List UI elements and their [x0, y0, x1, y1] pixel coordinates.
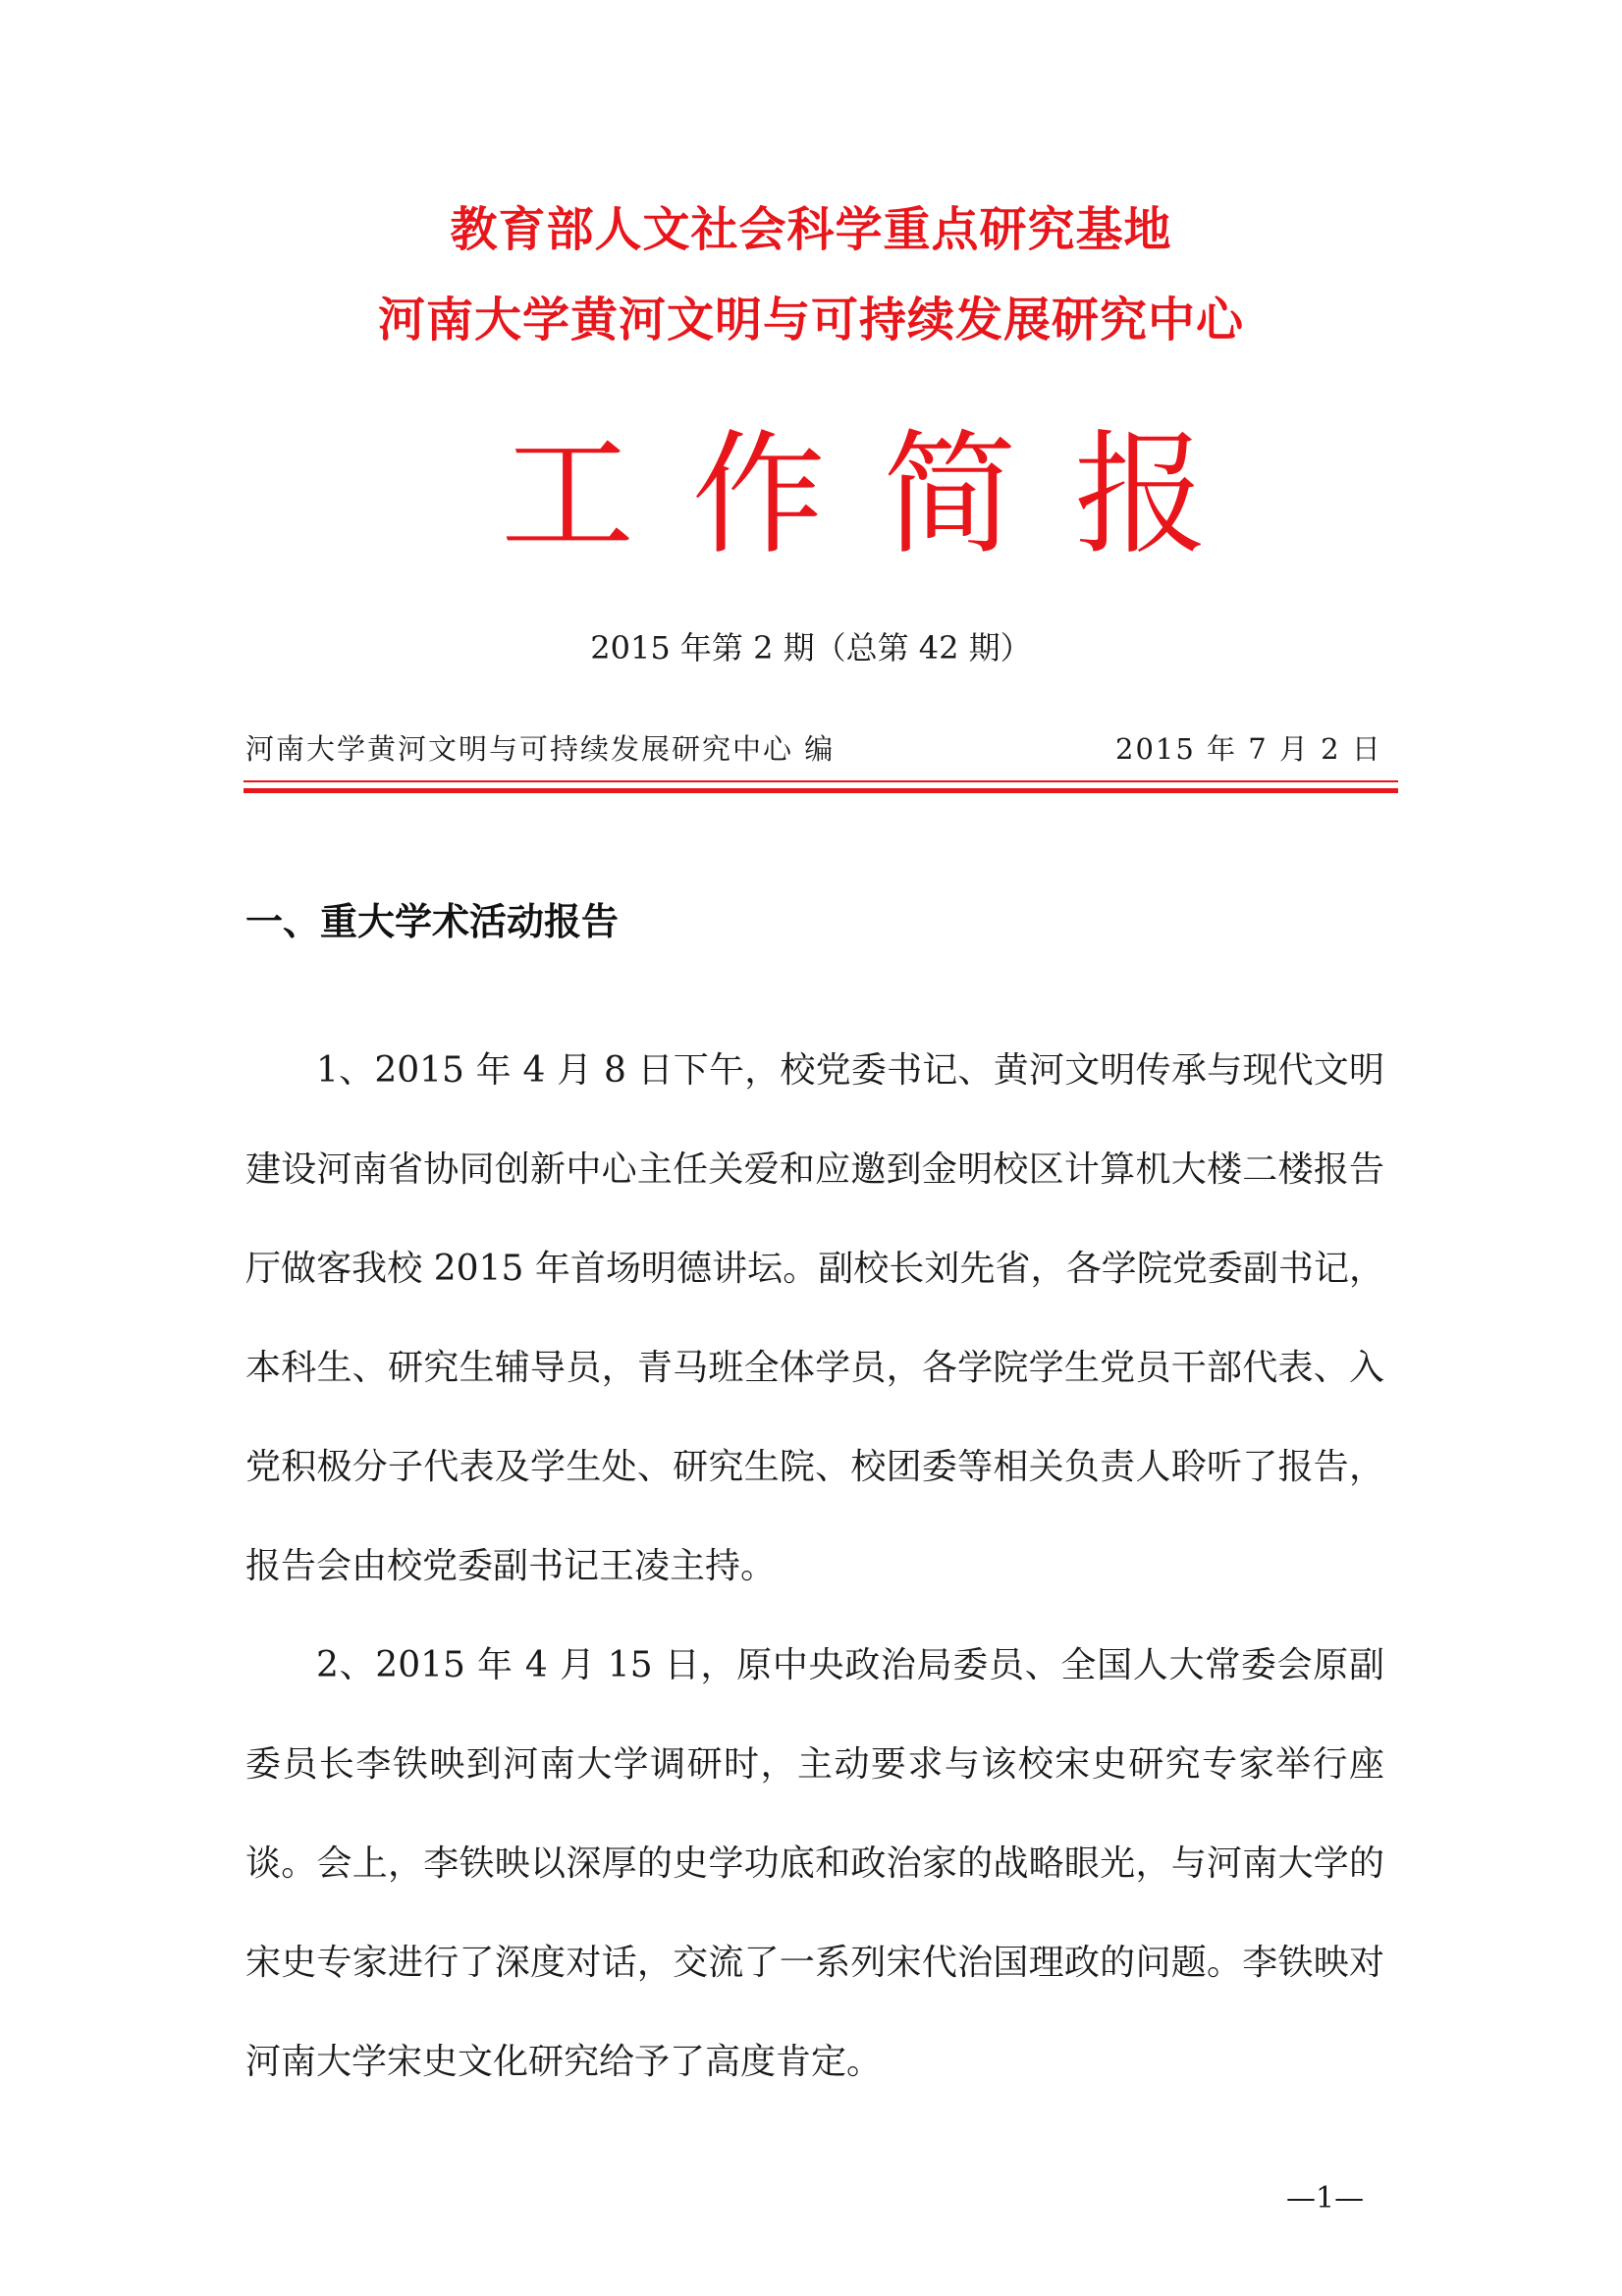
header-divider-thick — [243, 788, 1398, 793]
title-char-2: 作 — [691, 418, 826, 573]
header-divider-thin — [243, 780, 1398, 782]
section-heading: 一、重大学术活动报告 — [245, 900, 620, 943]
bulletin-title — [501, 418, 1208, 573]
page-number: —1— — [1286, 2181, 1365, 2216]
paragraph-1: 1、2015 年 4 月 8 日下午，校党委书记、黄河文明传承与现代文明建设河南省协同创新中心主任关爱和应邀到金明校区计算机大楼二楼报告厅做客我校 2015 年首场明德讲坛。副校长刘先省，各学院党委副书记，本科生、研究生辅导员，青马班全体学员，各学院学生党员干部代表、入党积极分子代表及学生处、研究生院、校团委等相关负责人聆听了报告，报告会由校党委副书记王凌主持。 — [245, 1050, 1384, 1586]
title-char-4: 报 — [1073, 418, 1208, 573]
issue-number: 2015 年第 2 期（总第 42 期） — [590, 629, 1032, 667]
title-char-1: 工 — [501, 418, 634, 573]
editor-line: 河南大学黄河文明与可持续发展研究中心 编 — [245, 732, 836, 766]
org-line-1: 教育部人文社会科学重点研究基地 — [450, 202, 1172, 257]
org-line-2: 河南大学黄河文明与可持续发展研究中心 — [377, 293, 1244, 347]
title-char-3: 简 — [883, 418, 1017, 573]
publication-date: 2015 年 7 月 2 日 — [1115, 732, 1382, 766]
paragraph-2: 2、2015 年 4 月 15 日，原中央政治局委员、全国人大常委会原副委员长李铁映到河南大学调研时，主动要求与该校宋史研究专家举行座谈。会上，李铁映以深厚的史学功底和政治家的战略眼光，与河南大学的宋史专家进行了深度对话，交流了一系列宋代治国理政的问题。李铁映对河南大学宋史文化研究给予了高度肯定。 — [245, 1645, 1384, 2082]
